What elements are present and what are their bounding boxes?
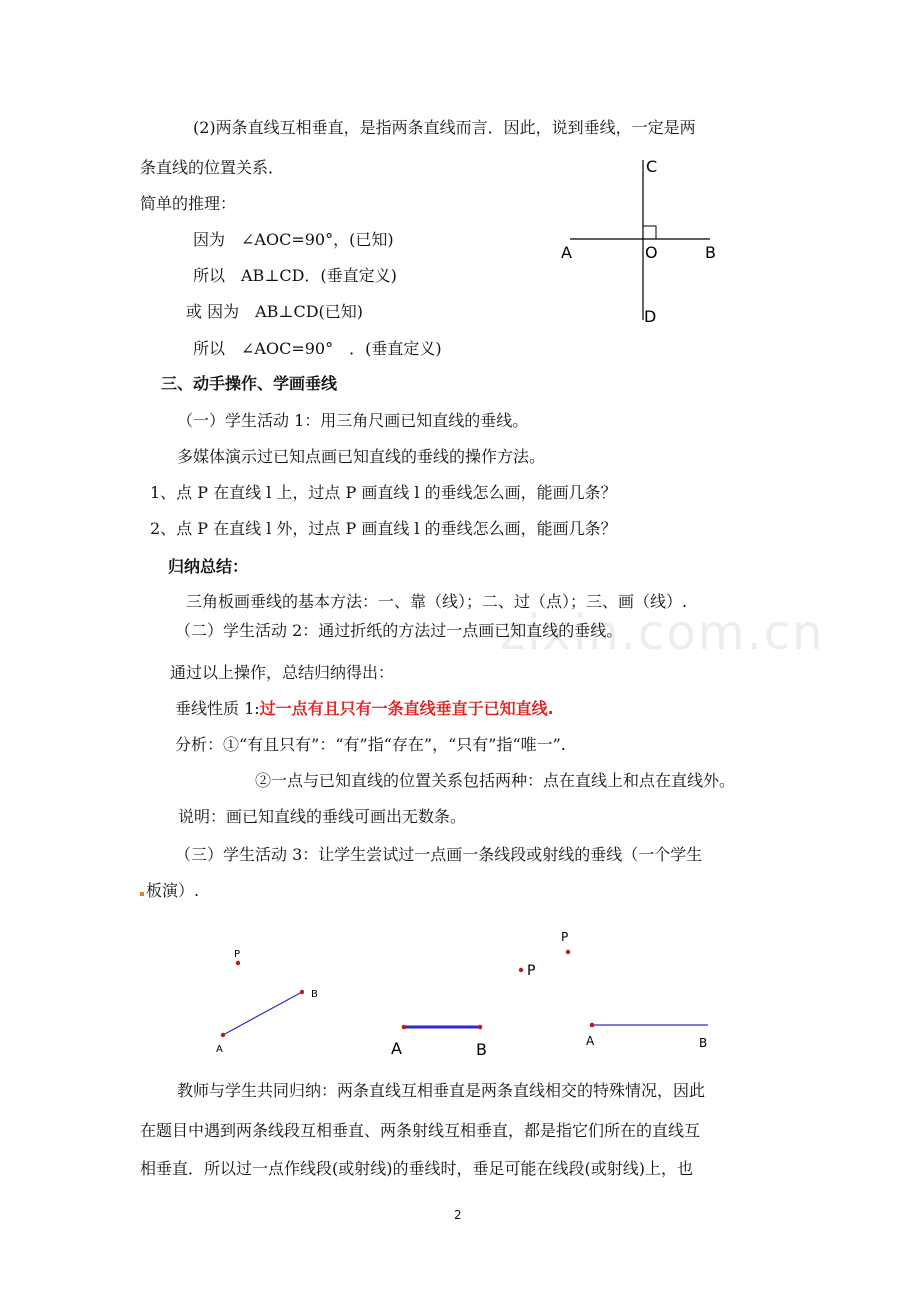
perpendicular-figure [555, 152, 730, 327]
point-b [300, 990, 304, 994]
label-a: A [391, 1039, 402, 1058]
point-p [566, 950, 570, 954]
text-line: 在题目中遇到两条线段互相垂直、两条射线互相垂直，都是指它们所在的直线互 [140, 1121, 701, 1140]
label-b: B [476, 1040, 487, 1059]
label-d: D [644, 307, 657, 326]
point-a [590, 1023, 595, 1028]
reasoning-line: 因为 ∠AOC=90°，(已知) [193, 230, 394, 249]
label-a: A [216, 1044, 223, 1055]
point-a [402, 1025, 407, 1030]
question-line: 2、点 P 在直线 l 外，过点 P 画直线 l 的垂线怎么画，能画几条？ [150, 519, 617, 538]
segment-figures [200, 920, 740, 1065]
summary-heading: 归纳总结： [168, 557, 249, 576]
question-line: 1、点 P 在直线 l 上，过点 P 画直线 l 的垂线怎么画，能画几条？ [150, 483, 617, 502]
label-p: P [234, 949, 241, 960]
text-line: （一）学生活动 1：用三角尺画已知直线的垂线。 [177, 411, 529, 430]
text-line: 相垂直．所以过一点作线段(或射线)的垂线时，垂足可能在线段(或射线)上，也 [140, 1159, 693, 1178]
label-b: B [699, 1036, 708, 1050]
text-line: 通过以上操作，总结归纳得出： [170, 663, 395, 682]
point-b [478, 1025, 483, 1030]
text-line: （三）学生活动 3：让学生尝试过一点画一条线段或射线的垂线（一个学生 [175, 845, 703, 864]
text-line: 多媒体演示过已知点画已知直线的垂线的操作方法。 [177, 447, 546, 466]
point-p [236, 961, 240, 965]
label-o: O [645, 243, 658, 262]
text-line: 说明：画已知直线的垂线可画出无数条。 [178, 807, 467, 826]
text-line: 分析：①“有且只有”：“有”指“存在”，“只有”指“唯一”. [175, 735, 566, 754]
property-line [175, 699, 554, 719]
label-p: P [561, 930, 569, 944]
point-p [519, 968, 523, 972]
text-line: 条直线的位置关系． [140, 158, 285, 177]
watermark: zixin.com.cn [500, 605, 825, 661]
text-line: 简单的推理： [140, 194, 237, 213]
reasoning-line: 所以 ∠AOC=90° ．(垂直定义) [193, 339, 442, 358]
property-label: 垂线性质 1: [175, 699, 260, 718]
text-line [140, 881, 199, 901]
label-b: B [705, 243, 716, 262]
property-statement: 过一点有且只有一条直线垂直于已知直线. [259, 699, 554, 718]
label-a: A [586, 1034, 595, 1048]
reasoning-line: 所以 AB⊥CD．(垂直定义) [193, 266, 397, 285]
text-span: 板演）. [146, 881, 200, 900]
label-b: B [311, 989, 318, 1000]
text-line: ②一点与已知直线的位置关系包括两种：点在直线上和点在直线外。 [255, 771, 736, 790]
label-a: A [561, 243, 572, 262]
text-line: （二）学生活动 2：通过折纸的方法过一点画已知直线的垂线。 [175, 621, 623, 640]
label-p: P [527, 963, 536, 979]
segment-ab [223, 992, 302, 1035]
edit-mark [140, 892, 144, 896]
section-heading: 三、动手操作、学画垂线 [161, 374, 338, 393]
reasoning-line: 或 因为 AB⊥CD(已知) [186, 302, 364, 321]
label-c: C [646, 157, 658, 176]
page-number: 2 [454, 1208, 462, 1222]
right-angle-mark [643, 226, 656, 239]
point-a [221, 1033, 225, 1037]
text-line: (2)两条直线互相垂直，是指两条直线而言．因此，说到垂线，一定是两 [193, 118, 696, 137]
text-line: 教师与学生共同归纳：两条直线互相垂直是两条直线相交的特殊情况，因此 [177, 1081, 706, 1100]
text-line: 三角板画垂线的基本方法：一、靠（线）；二、过（点）；三、画（线）. [186, 592, 688, 611]
